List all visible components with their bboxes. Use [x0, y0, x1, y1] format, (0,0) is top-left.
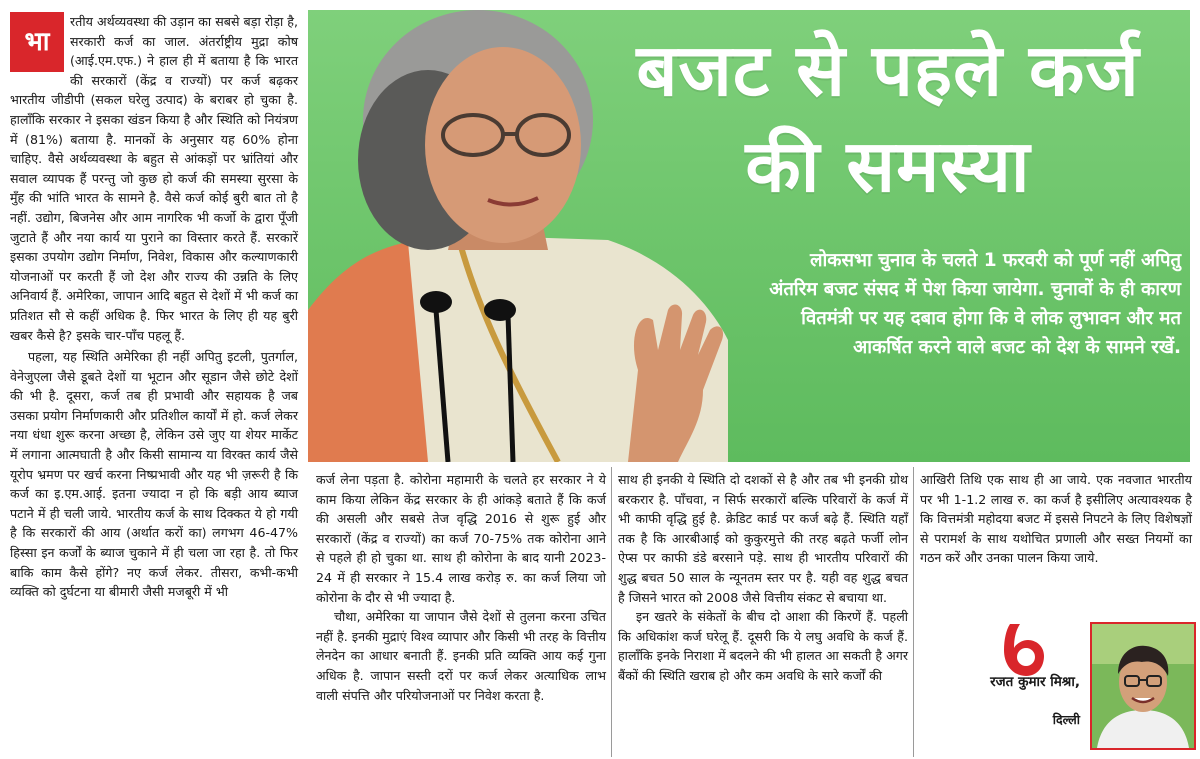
column4-para1: आखिरी तिथि एक साथ ही आ जाये. एक नवजात भारतीय पर भी 1-1.2 लाख रु. का कर्ज है इसीलिए अत्यावश्यक है कि वित्तमंत्री महोदया बजट में इससे निपटने के लिए विशेषज्ञों से परामर्श के साथ यथोचित प्रणाली और सख्त नियमों का गठन करें और उनका पालन किया जाये. [920, 472, 1192, 566]
column2-para2: चौथा, अमेरिका या जापान जैसे देशों से तुलना करना उचित नहीं है. इनकी मुद्राएं विश्व व्यापार और किसी भी तरह के वित्तीय लेनदेन का आधार बनाती हैं. इनकी प्रति व्यक्ति आय कई गुना अधिक है. जापान सस्ती दरों पर कर्ज लेकर अत्याधिक लाभ वाली संपत्ति और परियोजनाओं पर निवेश करता है. [316, 609, 606, 703]
dropcap: भा [10, 12, 64, 72]
article-column-1 [10, 12, 298, 602]
column3-para1: साथ ही इनकी ये स्थिति दो दशकों से है और तब भी इनकी ग्रोथ बरकरार है. पाँचवा, न सिर्फ सरकारों बल्कि परिवारों के कर्ज में भी काफी वृद्धि हुई है. क्रेडिट कार्ड पर कर्ज बढ़े हैं. स्थिति यहाँ तक है कि आरबीआई को कुकुरमुत्ते की तरह बढ़ते फर्जी लोन ऐप्स पर काफी डंडे बरसाने पड़े. साथ ही भारतीय परिवारों की शुद्ध बचत 50 साल के न्यूनतम स्तर पर है. यही वह शुद्ध बचत है जिसने भारत को 2008 जैसे वित्तीय संकट से बचाया था. [618, 472, 908, 605]
column-divider [913, 467, 914, 757]
author-name: रजत कुमार मिश्रा, [990, 674, 1080, 690]
column-divider [611, 467, 612, 757]
column1-para1: रतीय अर्थव्यवस्था की उड़ान का सबसे बड़ा रोड़ा है, सरकारी कर्ज का जाल. अंतर्राष्ट्रीय मुद्रा कोष (आई.एम.एफ.) ने हाल ही में बताया है कि भारत की सरकारों (केंद्र व राज्यों) पर कर्ज बढ़कर भारतीय जीडीपी (सकल घरेलु उत्पाद) के बराबर हो चुका है. हालाँकि सरकार ने इसका खंडन किया है और स्थिति को नियंत्रण में (81%) बताया है. मानकों के अनुसार यह 60% होना चाहिए. वैसे अर्थव्यवस्था के बहुत से आंकड़ों पर भ्रांतियां और सवाल व्यापक हैं परन्तु जो कुछ हो कर्ज की समस्या सुरसा के मुँह की भांति भारत के सामने है. वैसे कर्ज कोई बुरी बात तो है नहीं. उद्योग, बिजनेस और आम नागरिक भी कर्जो के द्वारा पूँजी जुटाते हैं और नया कार्य या पुराने का विस्तार करते हैं. सरकारें इसका उपयोग उद्योग निर्माण, निवेश, विकास और कल्याणकारी योजनाओं पर करती हैं जो देश और राज्य की उन्नति के लिए अनिवार्य हैं. अमेरिका, जापान आदि बहुत से देशों में भी कर्ज का प्रतिशत सौ से कहीं अधिक है. फिर भारत के लिए ही यह बुरी खबर कैसे है? इसके चार-पाँच पहलू हैं. [10, 14, 298, 343]
headline-line1: बजट से पहले कर्ज [636, 28, 1140, 112]
article-column-2 [316, 470, 606, 705]
author-city: दिल्ली [1052, 712, 1080, 727]
stylized-b-logo-icon [996, 620, 1050, 680]
column1-para2: पहला, यह स्थिति अमेरिका ही नहीं अपितु इटली, पुतर्गाल, वेनेजुएला जैसे डूबते देशों या भूटान और सूडान जैसे छोटे देशों की भी है. दूसरा, कर्ज तब ही प्रभावी और सहायक है जब उसका प्रयोग निर्माणकारी और प्रतिशील कार्यों में हो. कर्ज लेकर नया धंधा शुरू करना अच्छा है, लेकिन उसे जुए या शेयर मार्केट में लगाना आत्मघाती है और किसी सामान्य या विरक्त कार्य जैसे यूरोप भ्रमण पर खर्च करना निष्प्रभावी और यह भी ज़रूरी है कि कर्ज का इ.एम.आई. इतना ज्यादा न हो कि बड़ी आय ब्याज पटाने में ही चली जाये. भारतीय कर्ज के साथ दिक्कत ये हो गयी है कि सरकारों की आय (अर्थात करों का) लगभग 46-47% हिस्सा इन कर्जों के ब्याज चुकाने में ही चला जा रहा है. तो फिर बाकि काम कैसे होंगे? नए कर्ज लेकर. तीसरा, कभी-कभी व्यक्ति को दुर्घटना या बीमारी जैसी मजबूरी में भी [10, 349, 298, 600]
headline [608, 22, 1168, 214]
article-column-4 [920, 470, 1192, 568]
standfirst: लोकसभा चुनाव के चलते 1 फरवरी को पूर्ण नहीं अपितु अंतरिम बजट संसद में पेश किया जायेगा. चुनावों के ही कारण वितमंत्री पर यह दबाव होगा कि वे लोक लुभावन और मत आकर्षित करने वाले बजट को देश के सामने रखें. [769, 250, 1181, 358]
column3-para2: इन खतरे के संकेतों के बीच दो आशा की किरणें हैं. पहली कि अधिकांश कर्ज घरेलू हैं. दूसरी कि ये लघु अवधि के कर्ज हैं. हालाँकि इनके निराशा में बदलने की भी हालत आ सकती है अगर बैंकों की स्थिति खराब हो और कम अवधि के सारे कर्जों की [618, 609, 908, 683]
column2-para1: कर्ज लेना पड़ता है. कोरोना महामारी के चलते हर सरकार ने ये काम किया लेकिन केंद्र सरकार के ही आंकड़े बताते हैं कि कर्ज की असली और सबसे तेज वृद्धि 2016 से शुरू हुई और सरकारों (केंद्र व राज्यों) का कर्ज 70-75% तक कोरोना आने से पहले ही हो चुका था. साथ ही कोरोना के बाद यानी 2023-24 में ही सरकार ने 15.4 लाख करोड़ रु. का कर्ज लिया जो कोरोना के दौर से भी ज्यादा है. [316, 472, 606, 605]
headline-line2: की समस्या [745, 124, 1031, 208]
article-column-3 [618, 470, 908, 686]
hero-banner [308, 10, 1190, 462]
author-photo [1090, 622, 1196, 750]
